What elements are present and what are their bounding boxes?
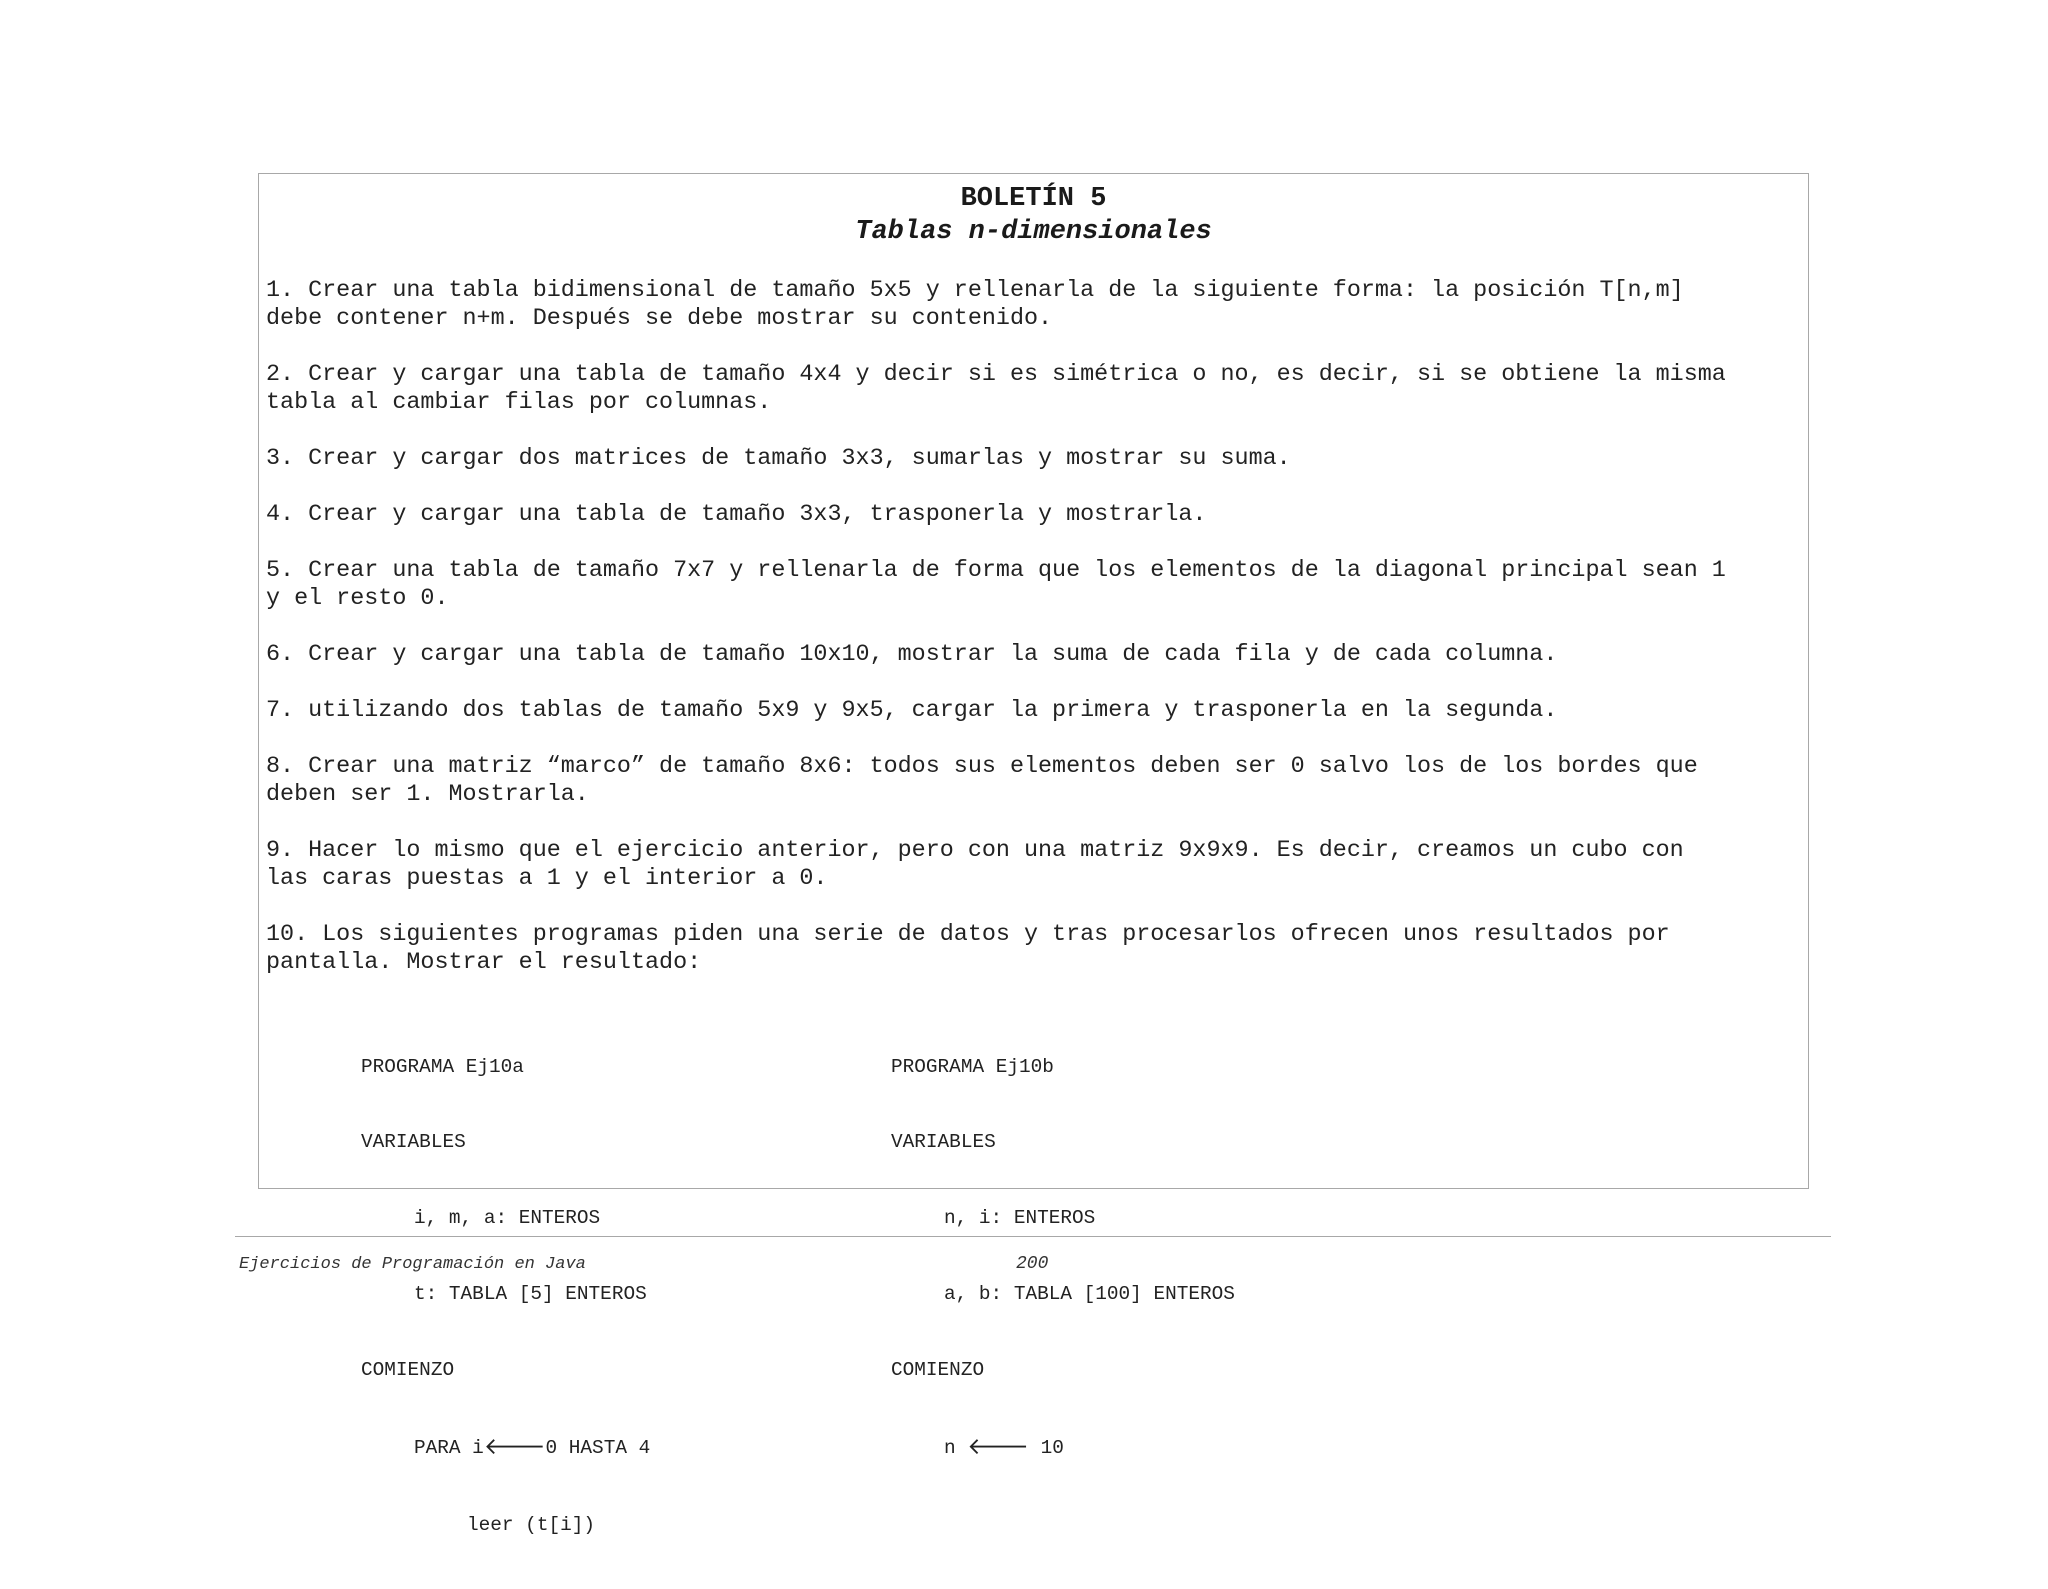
exercise-item: 5. Crear una tabla de tamaño 7x7 y rellenarla de forma que los elementos de la diagonal principal sean 1 y el resto 0. — [266, 558, 1726, 612]
exercise-item: 3. Crear y cargar dos matrices de tamaño 3x3, sumarlas y mostrar su suma. — [266, 446, 1291, 472]
loop-keyword: PARA i — [414, 1437, 484, 1460]
exercise-item: 1. Crear una tabla bidimensional de tamaño 5x5 y rellenarla de la siguiente forma: la posición T[n,m] debe contener n+m. Después se debe mostrar su contenido. — [266, 278, 1684, 332]
assign-value: 10 — [1028, 1437, 1064, 1460]
code-line-var: n, i: ENTEROS — [944, 1207, 1096, 1230]
code-line-begin: COMIENZO — [361, 1359, 455, 1382]
code-line-program-name: PROGRAMA Ej10a — [361, 1055, 524, 1078]
code-line-var: a, b: TABLA [100] ENTEROS — [944, 1283, 1235, 1306]
code-line-variables: VARIABLES — [361, 1131, 466, 1154]
bulletin-subtitle: Tablas n-dimensionales — [855, 217, 1212, 247]
exercise-item: 10. Los siguientes programas piden una serie de datos y tras procesarlos ofrecen unos resultados por pantalla. Mostrar el resultado: — [266, 922, 1670, 976]
program-ej10b-code — [891, 1004, 1235, 1513]
program-ej10a-code — [361, 1004, 650, 1589]
footer-book-title: Ejercicios de Programación en Java — [239, 1255, 586, 1274]
code-line-program-name: PROGRAMA Ej10b — [891, 1055, 1054, 1078]
assign-target: n — [944, 1437, 968, 1460]
exercise-item: 9. Hacer lo mismo que el ejercicio anterior, pero con una matriz 9x9x9. Es decir, creamos un cubo con las caras puestas a 1 y el interior a 0. — [266, 838, 1684, 892]
code-line-var: t: TABLA [5] ENTEROS — [414, 1283, 647, 1306]
exercise-item: 8. Crear una matriz “marco” de tamaño 8x6: todos sus elementos deben ser 0 salvo los de los bordes que deben ser 1. Mostrarla. — [266, 754, 1698, 808]
exercise-item: 6. Crear y cargar una tabla de tamaño 10x10, mostrar la suma de cada fila y de cada columna. — [266, 642, 1558, 668]
loop-range: 0 HASTA 4 — [545, 1437, 651, 1460]
exercise-item: 4. Crear y cargar una tabla de tamaño 3x3, trasponerla y mostrarla. — [266, 502, 1207, 528]
left-arrow-icon: 🡐 — [967, 1435, 1029, 1462]
code-line-body: leer (t[i]) — [467, 1513, 595, 1536]
footer-divider — [235, 1236, 1831, 1237]
bulletin-title: BOLETÍN 5 — [960, 184, 1107, 214]
code-line-variables: VARIABLES — [891, 1131, 996, 1154]
code-line-var: i, m, a: ENTEROS — [414, 1207, 601, 1230]
code-line-begin: COMIENZO — [891, 1359, 985, 1382]
code-line-assign — [891, 1434, 1235, 1462]
page-number: 200 — [1016, 1254, 1049, 1274]
exercise-item: 2. Crear y cargar una tabla de tamaño 4x4 y decir si es simétrica o no, es decir, si se obtiene la misma tabla al cambiar filas por columnas. — [266, 362, 1726, 416]
code-line-loop — [361, 1434, 650, 1462]
exercise-item: 7. utilizando dos tablas de tamaño 5x9 y 9x5, cargar la primera y trasponerla en la segunda. — [266, 698, 1558, 724]
exercise-list — [266, 277, 1806, 1005]
left-arrow-icon: 🡐 — [483, 1435, 546, 1462]
